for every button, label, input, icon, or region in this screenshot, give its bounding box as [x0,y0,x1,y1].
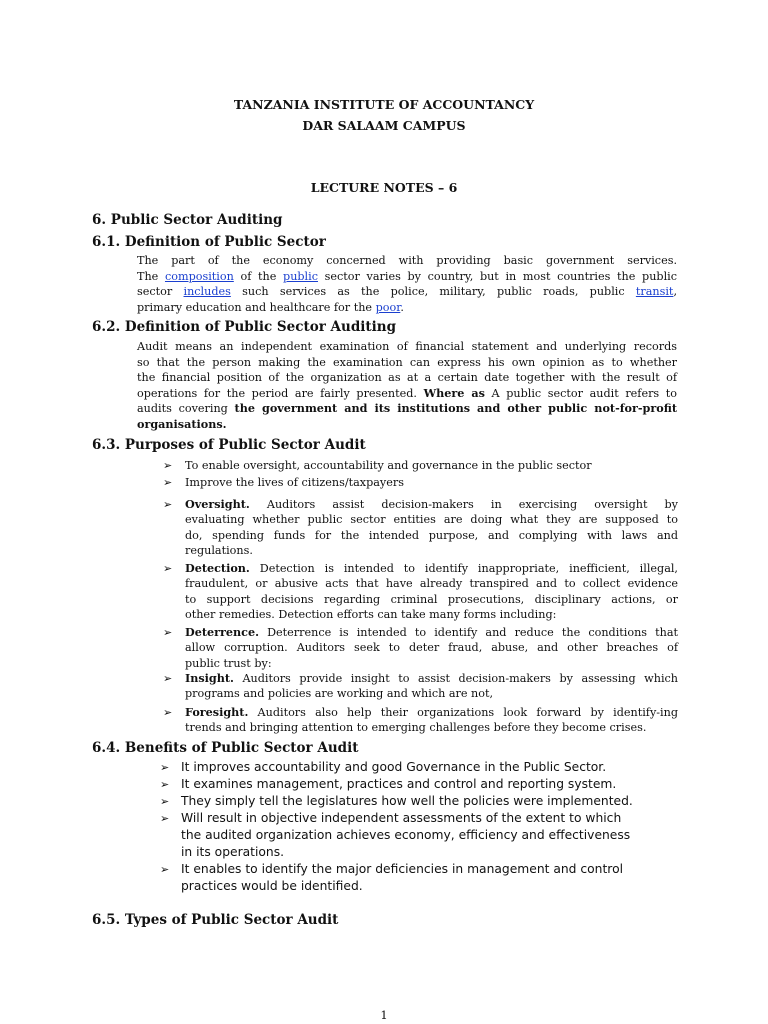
list-item-text [181,776,681,793]
bullet-arrow-icon: ➢ [160,863,170,876]
text-line: primary education and healthcare for the poor. [137,300,404,314]
text-line: trends and bringing attention to emerging challenges before they become crises. [185,721,647,735]
institute-title: TANZANIA INSTITUTE OF ACCOUNTANCY [233,97,535,112]
heading-6-2: 6.2. Definition of Public Sector Auditing [92,319,397,335]
list-item-text [185,671,678,702]
bullet-arrow-icon: ➢ [163,626,173,639]
text-line: They simply tell the legislatures how well the policies were implemented. [181,794,633,808]
link-poor[interactable]: poor [375,300,401,314]
list-item-text [185,705,678,736]
bullet-arrow-icon: ➢ [160,761,170,774]
text-line: fraudulent, or abusive acts that have already transpired and to collect evidence [185,577,678,591]
text-line: The composition of the public sector varies by country, but in most countries the public [137,269,677,283]
text-line: allow corruption. Auditors seek to deter fraud, abuse, and other breaches of [185,641,678,655]
def-public-sector-paragraph [137,253,677,315]
page-number: 1 [380,1008,388,1022]
text-line: Foresight. Auditors also help their organizations look forward by identify-ing [185,705,678,719]
text-line: programs and policies are working and which are not, [185,687,494,701]
text-line: Improve the lives of citizens/taxpayers [185,476,404,489]
text-line: sector includes such services as the police, military, public roads, public transit, [137,285,677,298]
text-line: practices would be identified. [181,879,363,893]
lecture-title: LECTURE NOTES – 6 [310,180,458,195]
bullet-arrow-icon: ➢ [163,476,173,489]
text-line: do, spending funds for the intended purpose, and complying with laws and [185,528,678,542]
text-line: in its operations. [181,845,285,859]
text-line: Deterrence. Deterrence is intended to identify and reduce the conditions that [185,625,678,639]
list-item-text [181,759,681,776]
text-line: audits covering the government and its institutions and other public not-for-profit [137,401,678,415]
list-item-text [185,561,678,622]
list-item-text [181,810,681,861]
list-item-text [181,861,681,895]
text-line: It examines management, practices and control and reporting system. [181,777,617,791]
text-line: Audit means an independent examination of financial statement and underlying records [137,340,677,353]
text-line: the audited organization achieves economy, efficiency and effectiveness [181,828,631,842]
link-transit[interactable]: transit [635,285,674,298]
list-item-text [185,458,678,473]
text-line: Insight. Auditors provide insight to assist decision-makers by assessing which [185,671,678,685]
link-includes[interactable]: includes [183,285,231,298]
text-line: operations for the period are fairly presented. Where as A public sector audit refers to [137,385,678,400]
bullet-arrow-icon: ➢ [163,672,173,685]
heading-6: 6. Public Sector Auditing [92,212,283,228]
bullet-arrow-icon: ➢ [163,562,173,575]
text-line: Oversight. Auditors assist decision-makers in exercising oversight by [185,497,678,511]
text-line: evaluating whether public sector entities are doing what they are supposed to [185,513,678,527]
heading-6-3: 6.3. Purposes of Public Sector Audit [92,437,366,453]
link-public[interactable]: public [283,269,318,283]
text-line: To enable oversight, accountability and governance in the public sector [185,459,592,472]
list-item-text [185,475,678,490]
text-line: to support decisions regarding criminal prosecutions, disciplinary actions, or [185,592,678,606]
campus-title: DAR SALAAM CAMPUS [302,118,466,133]
text-line: other remedies. Detection efforts can take many forms including: [185,607,557,621]
heading-6-1: 6.1. Definition of Public Sector [92,234,326,250]
bullet-arrow-icon: ➢ [160,812,170,825]
text-line: organisations. [137,416,227,431]
heading-6-4: 6.4. Benefits of Public Sector Audit [92,740,359,756]
link-composition[interactable]: composition [164,269,234,283]
bullet-arrow-icon: ➢ [163,706,173,719]
text-line: It enables to identify the major deficiencies in management and control [181,862,624,876]
text-line: public trust by: [185,656,272,670]
text-line: Detection. Detection is intended to identify inappropriate, inefficient, illegal, [185,561,678,575]
def-audit-paragraph [137,339,677,432]
bullet-arrow-icon: ➢ [160,778,170,791]
text-line: the financial position of the organization as at a certain date together with the result of [137,371,677,384]
text-line: The part of the economy concerned with providing basic government services. [137,254,677,267]
text-line: It improves accountability and good Governance in the Public Sector. [181,760,607,774]
text-line: so that the person making the examination can express his own opinion as to whether [137,355,677,369]
bullet-arrow-icon: ➢ [163,498,173,511]
list-item-text [185,625,678,671]
text-line: Will result in objective independent assessments of the extent to which [181,811,622,825]
bullet-arrow-icon: ➢ [163,459,173,472]
list-item-text [181,793,681,810]
heading-6-5: 6.5. Types of Public Sector Audit [92,912,339,928]
list-item-text [185,497,678,558]
text-line: regulations. [185,543,253,557]
bullet-arrow-icon: ➢ [160,795,170,808]
